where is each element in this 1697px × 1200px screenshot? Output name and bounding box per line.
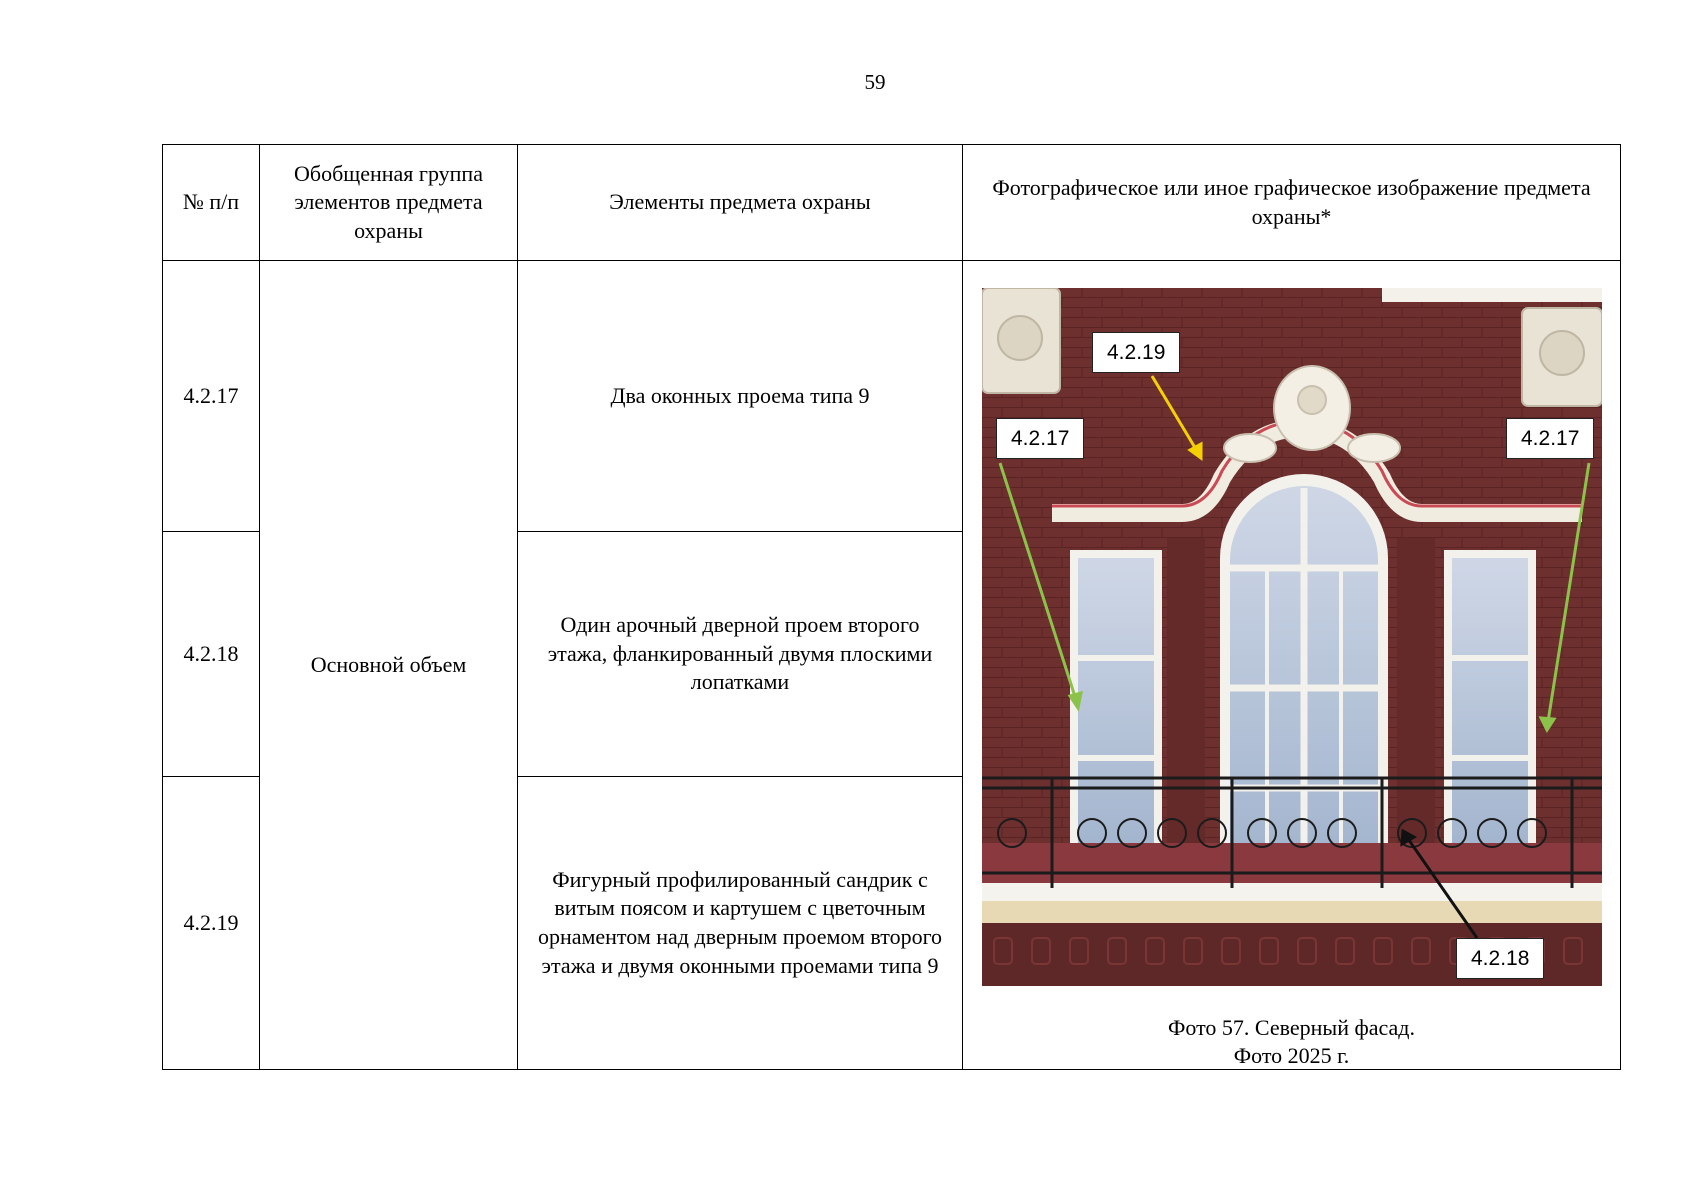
caption-line-2: Фото 2025 г.	[1233, 1042, 1350, 1068]
photo-caption	[963, 1014, 1620, 1069]
row-num: 4.2.19	[163, 777, 260, 1070]
row-element: Два оконных проема типа 9	[518, 261, 963, 532]
header-elements: Элементы предмета охраны	[518, 145, 963, 261]
protection-table	[162, 144, 1621, 1070]
row-element: Один арочный дверной проем второго этажа, фланкированный двумя плоскими лопатками	[518, 532, 963, 777]
caption-line-1: Фото 57. Северный фасад.	[1168, 1015, 1415, 1040]
callout-bottom: 4.2.18	[1456, 938, 1544, 979]
header-row	[163, 145, 1621, 261]
photo-cell	[963, 261, 1621, 1070]
callout-right: 4.2.17	[1506, 418, 1594, 459]
table-row	[163, 261, 1621, 532]
group-label: Основной объем	[260, 261, 518, 1070]
row-element: Фигурный профилированный сандрик с витым поясом и картушем с цветочным орнаментом над дверным проемом второго этажа и двумя оконными проемами типа 9	[518, 777, 963, 1070]
header-photo: Фотографическое или иное графическое изображение предмета охраны*	[963, 145, 1621, 261]
page-number: 59	[864, 70, 886, 94]
row-num: 4.2.17	[163, 261, 260, 532]
header-group: Обобщенная группа элементов предмета охраны	[260, 145, 518, 261]
callout-top: 4.2.19	[1092, 332, 1180, 373]
header-num: № п/п	[163, 145, 260, 261]
callout-left: 4.2.17	[996, 418, 1084, 459]
facade-photo	[982, 288, 1602, 986]
row-num: 4.2.18	[163, 532, 260, 777]
